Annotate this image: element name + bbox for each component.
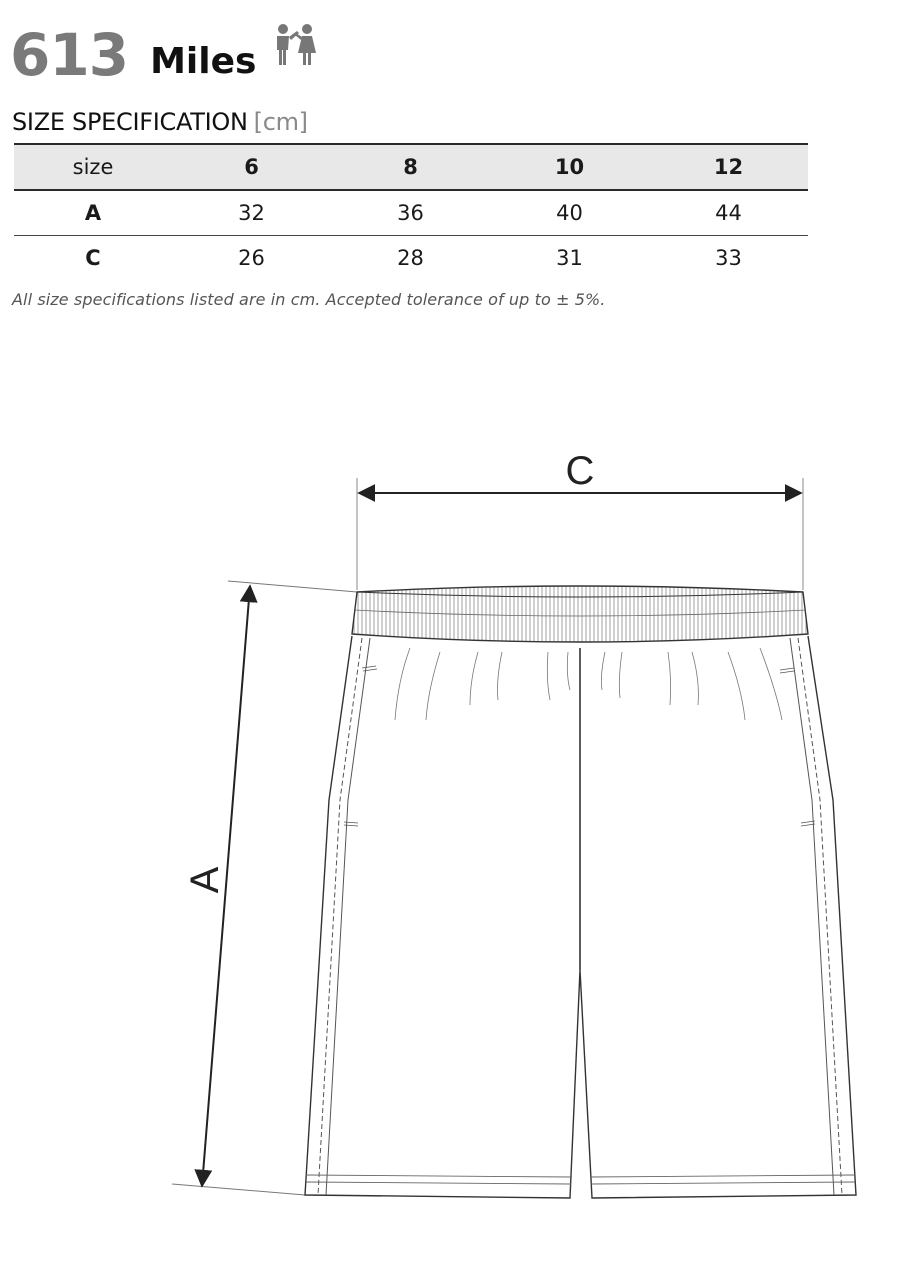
row-label: C <box>85 246 101 270</box>
product-code: 613 <box>10 21 129 89</box>
header-cell: 12 <box>649 144 808 190</box>
measure-a-label: A <box>183 866 227 894</box>
measure-c <box>357 449 803 590</box>
table-cell: 44 <box>649 190 808 236</box>
row-label: A <box>14 190 172 236</box>
tolerance-note: All size specifications listed are in cm. Accepted tolerance of up to ± 5%. <box>12 290 606 309</box>
shorts-drawing <box>305 586 856 1198</box>
product-name: Miles <box>150 41 257 82</box>
table-cell: 28 <box>397 246 424 270</box>
table-cell: 26 <box>238 246 265 270</box>
spec-unit: [cm] <box>253 108 308 136</box>
measure-c-label: C <box>565 449 595 493</box>
spec-title-text: SIZE SPECIFICATION <box>12 108 248 136</box>
table-cell: 32 <box>172 190 331 236</box>
table-cell: 40 <box>490 190 649 236</box>
table-cell: 33 <box>715 246 742 270</box>
table-cell: 31 <box>556 246 583 270</box>
header-cell: 8 <box>331 144 490 190</box>
header-cell: 10 <box>490 144 649 190</box>
measure-a <box>172 581 357 1195</box>
header-cell: 6 <box>172 144 331 190</box>
header-cell: size <box>14 144 172 190</box>
table-cell: 36 <box>331 190 490 236</box>
